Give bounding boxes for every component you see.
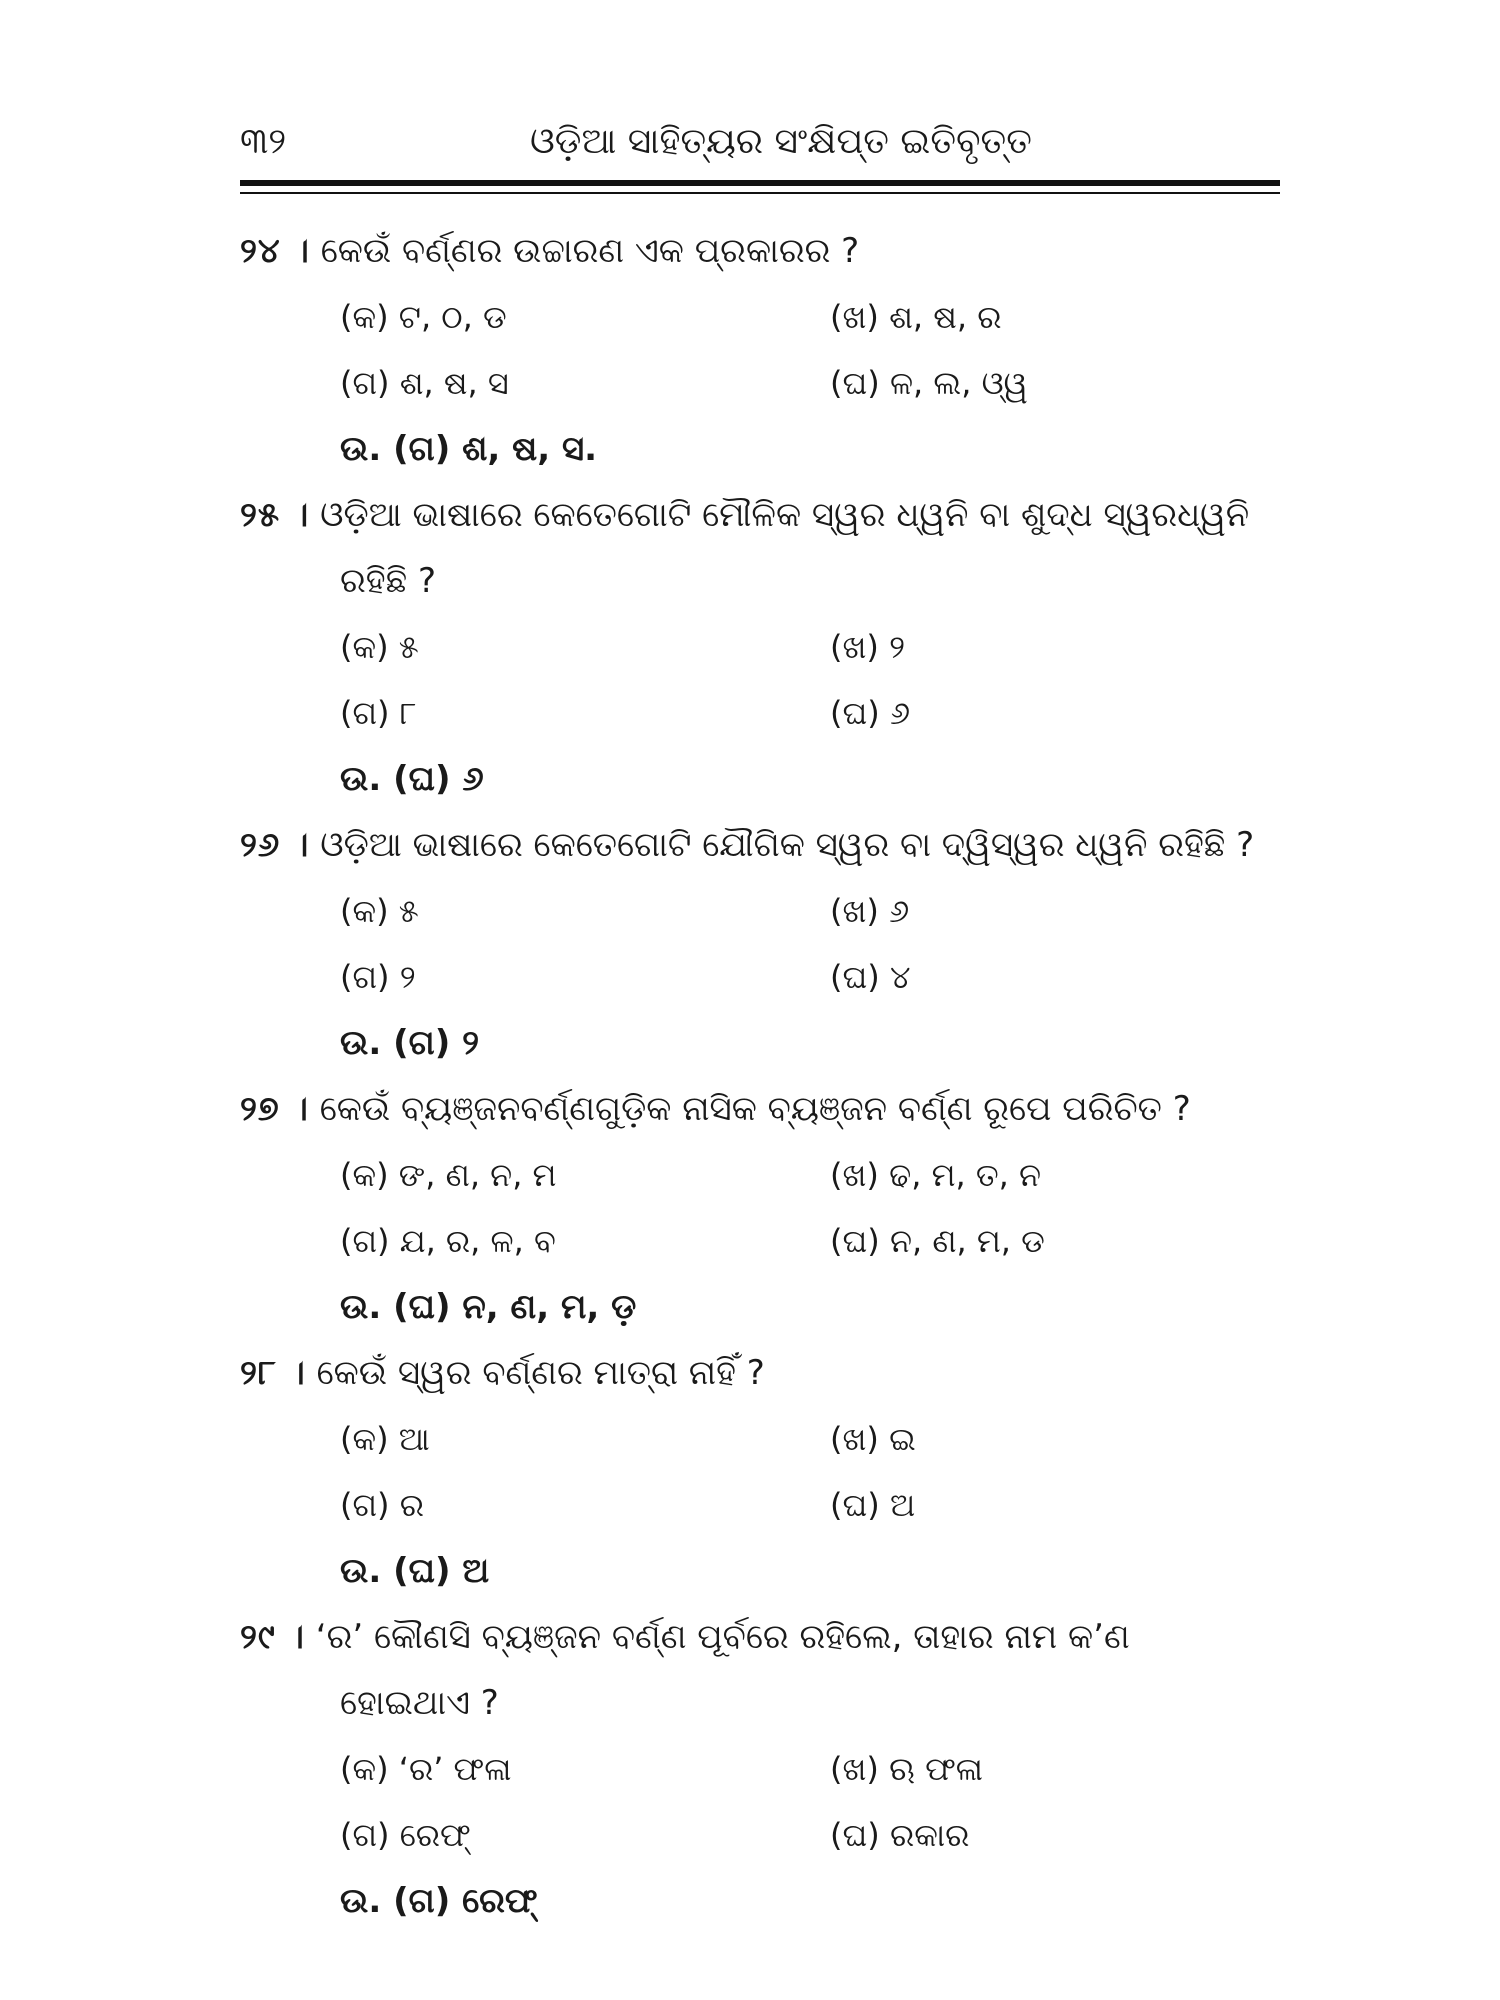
question-line <box>240 482 1300 548</box>
question-24 <box>240 218 1300 482</box>
option-kha: (ଖ) ଇ <box>830 1420 916 1458</box>
option-gha: (ଘ) ନ, ଣ, ମ, ଡ <box>830 1222 1045 1260</box>
options-row <box>240 350 1300 416</box>
question-continuation: ରହିଛି ? <box>340 561 437 601</box>
question-text: ଓଡ଼ିଆ ଭାଷାରେ କେତେଗୋଟି ଯୌଗିକ ସ୍ୱର ବା ଦ୍ୱିସ୍ୱର ଧ୍ୱନି ରହିଛି ? <box>320 825 1255 865</box>
question-text: ଓଡ଼ିଆ ଭାଷାରେ କେତେଗୋଟି ମୌଳିକ ସ୍ୱର ଧ୍ୱନି ବା ଶୁଦ୍ଧ ସ୍ୱରଧ୍ୱନି <box>320 495 1250 535</box>
option-ka: (କ) ଆ <box>340 1420 430 1458</box>
question-25 <box>240 482 1300 812</box>
question-text: କେଉଁ ବ୍ୟଞ୍ଜନବର୍ଣ୍ଣଗୁଡ଼ିକ ନାସିକ ବ୍ୟଞ୍ଜନ ବର୍ଣ୍ଣ ରୂପେ ପରିଚିତ ? <box>319 1089 1191 1129</box>
options-row <box>240 878 1300 944</box>
options-row <box>240 614 1300 680</box>
options-row <box>240 1208 1300 1274</box>
option-ga: (ଗ) ଯ, ର, ଳ, ବ <box>340 1222 556 1260</box>
option-ka: (କ) ଙ, ଣ, ନ, ମ <box>340 1156 557 1194</box>
options-row <box>240 944 1300 1010</box>
answer: ଉ. (ଘ) ୬ <box>340 759 484 799</box>
answer: ଉ. (ଗ) ୨ <box>340 1023 480 1063</box>
question-number: ୨୬ । <box>240 825 310 865</box>
option-ga: (ଗ) ୨ <box>340 958 416 996</box>
header-rule-thick <box>240 180 1280 186</box>
answer: ଉ. (ଘ) ନ, ଣ, ମ, ଡ଼ <box>340 1287 637 1327</box>
option-ka: (କ) ୫ <box>340 628 419 666</box>
question-text: କେଉଁ ବର୍ଣ୍ଣର ଉଚ୍ଚାରଣ ଏକ ପ୍ରକାରର ? <box>320 231 860 271</box>
option-ka: (କ) ଟ, ଠ, ଡ <box>340 298 507 336</box>
option-kha: (ଖ) ଶ, ଷ, ର <box>830 298 1002 336</box>
options-row <box>240 680 1300 746</box>
option-gha: (ଘ) ଳ, ଲ, ଓ୍ୱ <box>830 364 1028 402</box>
question-line <box>240 812 1300 878</box>
option-ka: (କ) ୫ <box>340 892 419 930</box>
question-29 <box>240 1604 1300 1934</box>
option-ga: (ଗ) ରେଫ୍ <box>340 1816 471 1854</box>
question-text: ‘ର’ କୌଣସି ବ୍ୟଞ୍ଜନ ବର୍ଣ୍ଣ ପୂର୍ବରେ ରହିଲେ, ତାହାର ନାମ କ’ଣ <box>315 1617 1130 1657</box>
option-gha: (ଘ) ରକାର <box>830 1816 970 1854</box>
question-number: ୨୫ । <box>240 495 310 535</box>
option-ga: (ଗ) ଶ, ଷ, ସ <box>340 364 509 402</box>
option-kha: (ଖ) ୬ <box>830 892 910 930</box>
question-line <box>240 1340 1300 1406</box>
option-gha: (ଘ) ୬ <box>830 694 911 732</box>
options-row <box>240 1472 1300 1538</box>
page-header <box>240 112 1280 172</box>
option-ga: (ଗ) ର <box>340 1486 424 1524</box>
header-rule-thin <box>240 192 1280 194</box>
options-row <box>240 1802 1300 1868</box>
running-title: ଓଡ଼ିଆ ସାହିତ୍ୟର ସଂକ୍ଷିପ୍ତ ଇତିବୃତ୍ତ <box>530 121 1032 162</box>
question-line <box>240 1076 1300 1142</box>
options-row <box>240 1736 1300 1802</box>
option-ka: (କ) ‘ର’ ଫଳା <box>340 1750 512 1788</box>
answer: ଉ. (ଗ) ଶ, ଷ, ସ. <box>340 429 598 469</box>
question-text: କେଉଁ ସ୍ୱର ବର୍ଣ୍ଣର ମାତ୍ରା ନାହିଁ ? <box>316 1353 765 1393</box>
option-kha: (ଖ) ଋ ଫଳା <box>830 1750 983 1788</box>
page-number: ୩୨ <box>240 121 287 162</box>
options-row <box>240 284 1300 350</box>
question-continuation: ହୋଇଥାଏ ? <box>340 1683 499 1723</box>
option-kha: (ଖ) ଢ, ମ, ତ, ନ <box>830 1156 1042 1194</box>
question-number: ୨୮ । <box>240 1353 306 1393</box>
question-27 <box>240 1076 1300 1340</box>
options-row <box>240 1142 1300 1208</box>
option-kha: (ଖ) ୨ <box>830 628 906 666</box>
question-number: ୨୪ । <box>240 231 310 271</box>
option-ga: (ଗ) ୮ <box>340 694 417 732</box>
options-row <box>240 1406 1300 1472</box>
answer: ଉ. (ଘ) ଅ <box>340 1551 490 1591</box>
question-line <box>240 218 1300 284</box>
answer: ଉ. (ଗ) ରେଫ୍ <box>340 1881 538 1921</box>
question-line <box>240 1604 1300 1670</box>
option-gha: (ଘ) ୪ <box>830 958 911 996</box>
question-number: ୨୭ । <box>240 1089 309 1129</box>
question-28 <box>240 1340 1300 1604</box>
question-number: ୨୯ । <box>240 1617 305 1657</box>
option-gha: (ଘ) ଅ <box>830 1486 916 1524</box>
question-26 <box>240 812 1300 1076</box>
